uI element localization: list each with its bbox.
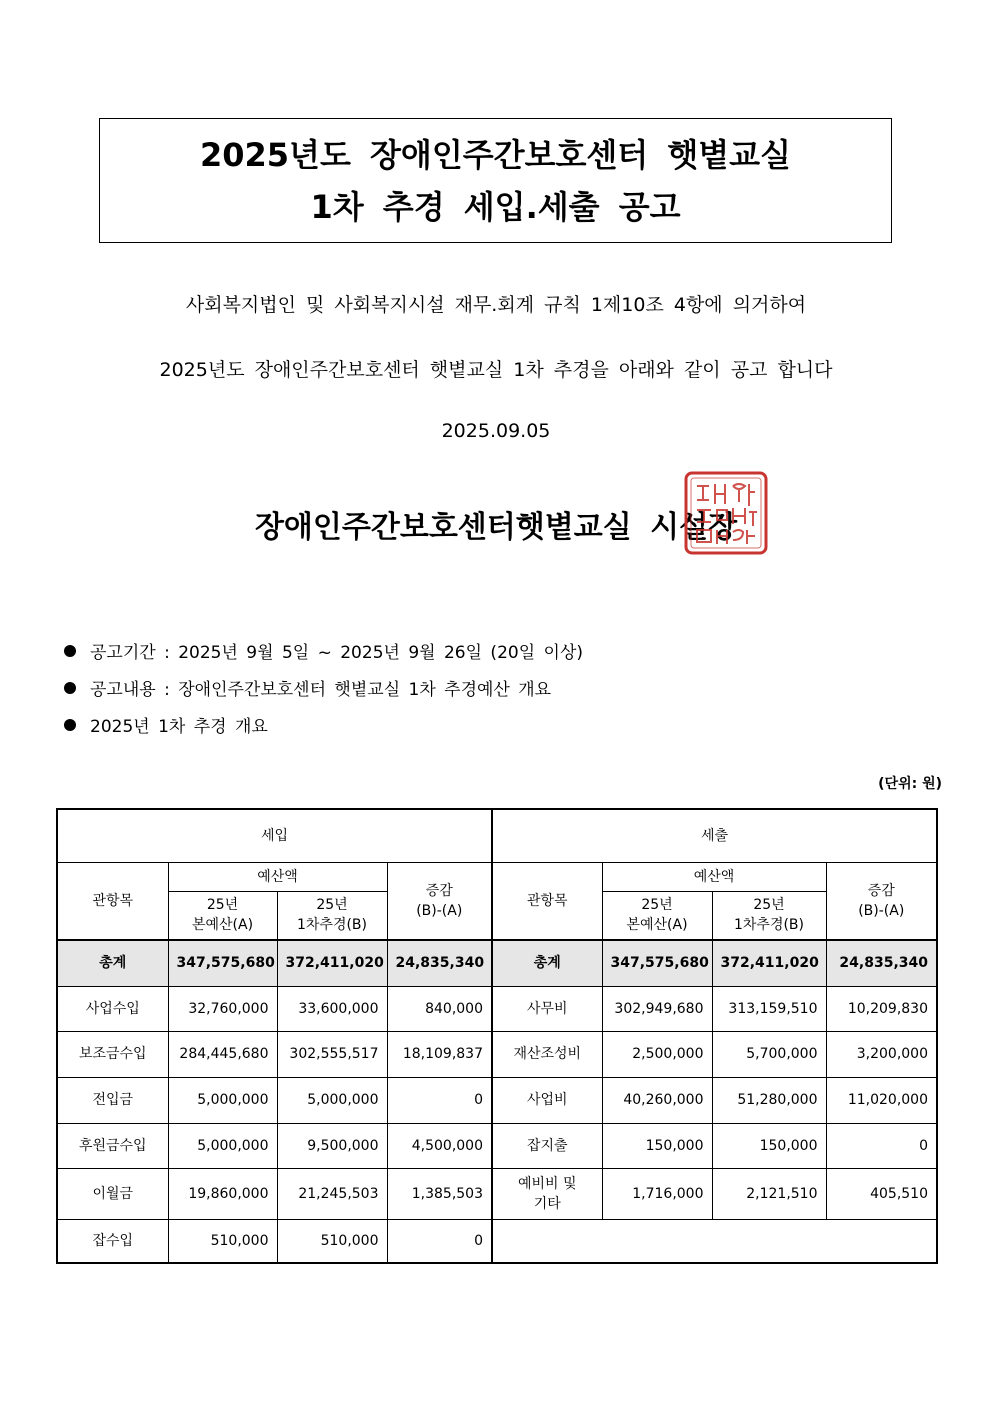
expense-total-diff: 24,835,340: [826, 940, 937, 986]
income-item: 이월금: [57, 1168, 168, 1219]
income-col-budget: 예산액: [168, 862, 387, 891]
col-diff-formula: (B)-(A): [858, 902, 905, 919]
bullet-icon: [64, 719, 76, 731]
bullet-icon: [64, 645, 76, 657]
income-item: 전입금: [57, 1077, 168, 1123]
income-item: 보조금수입: [57, 1031, 168, 1077]
income-total-a: 347,575,680: [168, 940, 277, 986]
expense-col-diff: [826, 862, 937, 940]
income-b: 9,500,000: [277, 1123, 387, 1168]
bullet-notice-content: [64, 675, 551, 700]
expense-a: 302,949,680: [602, 986, 712, 1031]
expense-a: 150,000: [602, 1123, 712, 1168]
income-b: 33,600,000: [277, 986, 387, 1031]
expense-b: 150,000: [712, 1123, 826, 1168]
income-header: 세입: [57, 809, 492, 862]
income-col-diff: [387, 862, 492, 940]
table-row-total: [57, 940, 937, 986]
income-b: 302,555,517: [277, 1031, 387, 1077]
unit-label: (단위: 원): [878, 776, 942, 792]
expense-b: 51,280,000: [712, 1077, 826, 1123]
expense-diff: 3,200,000: [826, 1031, 937, 1077]
col-diff-formula: (B)-(A): [416, 902, 463, 919]
income-b: 5,000,000: [277, 1077, 387, 1123]
facility-director-signature: 장애인주간보호센터햇볕교실 시설장: [254, 510, 738, 545]
bullet-text: 2025년 1차 추경 개요: [90, 717, 268, 737]
table-column-header-row: [57, 862, 937, 891]
bullet-icon: [64, 682, 76, 694]
expense-total-b: 372,411,020: [712, 940, 826, 986]
income-b: 21,245,503: [277, 1168, 387, 1219]
income-a: 5,000,000: [168, 1123, 277, 1168]
intro-line-2: 2025년도 장애인주간보호센터 햇볕교실 1차 추경을 아래와 같이 공고 합니다: [159, 359, 833, 381]
official-seal-stamp: [683, 470, 769, 556]
income-item: 후원금수입: [57, 1123, 168, 1168]
bullet-text: 공고기간 : 2025년 9월 5일 ~ 2025년 9월 26일 (20일 이상): [90, 643, 583, 663]
expense-col-budget: 예산액: [602, 862, 826, 891]
expense-diff: 0: [826, 1123, 937, 1168]
income-total-label: 총계: [57, 940, 168, 986]
title-box: [99, 118, 892, 243]
expense-b: 313,159,510: [712, 986, 826, 1031]
announcement-date: 2025.09.05: [441, 420, 551, 442]
bullet-overview: [64, 712, 268, 737]
income-item: 잡수입: [57, 1219, 168, 1263]
income-diff: 0: [387, 1219, 492, 1263]
bullet-notice-period: [64, 638, 583, 663]
income-a: 32,760,000: [168, 986, 277, 1031]
expense-item: 사업비: [492, 1077, 602, 1123]
expense-diff: 405,510: [826, 1168, 937, 1219]
expense-item: 사무비: [492, 986, 602, 1031]
income-total-b: 372,411,020: [277, 940, 387, 986]
expense-diff: 10,209,830: [826, 986, 937, 1031]
income-diff: 4,500,000: [387, 1123, 492, 1168]
table-row: [57, 1031, 937, 1077]
income-diff: 18,109,837: [387, 1031, 492, 1077]
table-row: [57, 1077, 937, 1123]
expense-total-a: 347,575,680: [602, 940, 712, 986]
table-row: [57, 1123, 937, 1168]
expense-a: 1,716,000: [602, 1168, 712, 1219]
expense-header: 세출: [492, 809, 937, 862]
intro-line-1: 사회복지법인 및 사회복지시설 재무.회계 규칙 1제10조 4항에 의거하여: [185, 294, 807, 316]
col-diff-label: 증감: [867, 882, 895, 899]
income-item: 사업수입: [57, 986, 168, 1031]
income-diff: 840,000: [387, 986, 492, 1031]
table-row: [57, 986, 937, 1031]
table-row: [57, 1168, 937, 1219]
expense-col-a: 25년 본예산(A): [602, 891, 712, 940]
expense-col-b: 25년 1차추경(B): [712, 891, 826, 940]
title-line-1: 2025년도 장애인주간보호센터 햇볕교실: [199, 135, 792, 174]
income-diff: 0: [387, 1077, 492, 1123]
income-a: 19,860,000: [168, 1168, 277, 1219]
expense-empty-cell: [492, 1219, 937, 1263]
budget-table: [56, 808, 938, 1264]
expense-a: 2,500,000: [602, 1031, 712, 1077]
income-col-a: 25년 본예산(A): [168, 891, 277, 940]
income-a: 510,000: [168, 1219, 277, 1263]
income-col-item: 관항목: [57, 862, 168, 940]
expense-diff: 11,020,000: [826, 1077, 937, 1123]
col-diff-label: 증감: [425, 882, 453, 899]
expense-a: 40,260,000: [602, 1077, 712, 1123]
income-diff: 1,385,503: [387, 1168, 492, 1219]
income-total-diff: 24,835,340: [387, 940, 492, 986]
income-a: 284,445,680: [168, 1031, 277, 1077]
income-col-b: 25년 1차추경(B): [277, 891, 387, 940]
bullet-text: 공고내용 : 장애인주간보호센터 햇볕교실 1차 추경예산 개요: [90, 680, 552, 700]
income-b: 510,000: [277, 1219, 387, 1263]
income-a: 5,000,000: [168, 1077, 277, 1123]
table-section-header-row: [57, 809, 937, 862]
table-row: [57, 1219, 937, 1263]
expense-col-item: 관항목: [492, 862, 602, 940]
expense-item: 재산조성비: [492, 1031, 602, 1077]
expense-item: 잡지출: [492, 1123, 602, 1168]
expense-b: 5,700,000: [712, 1031, 826, 1077]
title-line-2: 1차 추경 세입.세출 공고: [310, 187, 681, 226]
expense-b: 2,121,510: [712, 1168, 826, 1219]
expense-item: 예비비 및 기타: [492, 1168, 602, 1219]
expense-total-label: 총계: [492, 940, 602, 986]
